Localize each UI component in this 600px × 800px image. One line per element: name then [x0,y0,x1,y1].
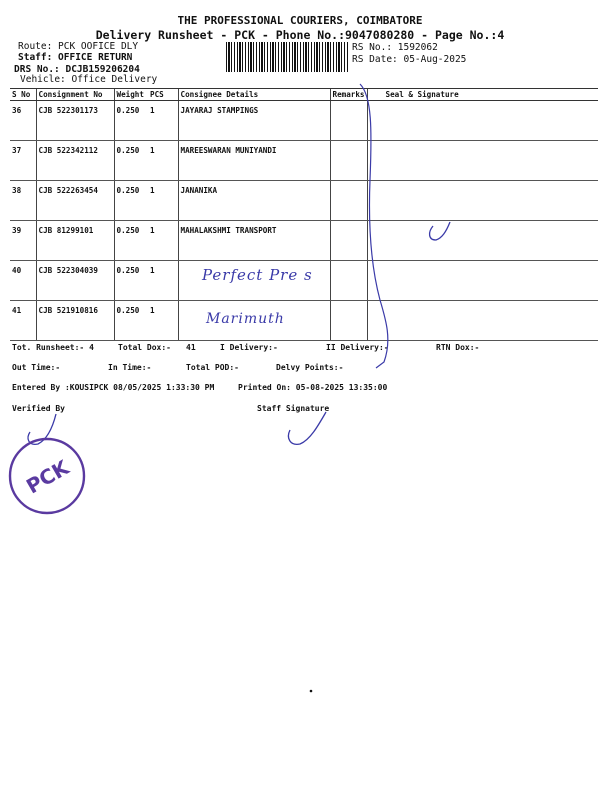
row-weight: 0.250 [114,221,148,261]
drs-number: DRS No.: DCJB159206204 [14,64,140,75]
staff-signature-mark [288,412,326,444]
verified-by-label: Verified By [12,404,65,413]
long-pen-stroke [360,84,388,368]
row-consignee: JAYARAJ STAMPINGS [178,101,330,141]
i-delivery: I Delivery:- [220,343,278,352]
row-weight: 0.250 [114,301,148,341]
row-consignee: MAHALAKSHMI TRANSPORT [178,221,330,261]
staff-signature-label: Staff Signature [257,404,330,413]
ii-delivery: II Delivery:- [326,343,389,352]
total-runsheet: Tot. Runsheet:- 4 [12,343,94,352]
handwritten-consignee-41: Marimuth [206,311,285,327]
row-sno: 38 [10,181,36,221]
company-title: THE PROFESSIONAL COURIERS, COIMBATORE [177,14,423,27]
row-weight: 0.250 [114,101,148,141]
staff: Staff: OFFICE RETURN [18,52,133,63]
in-time: In Time:- [108,363,152,372]
rtn-dox: RTN Dox:- [436,343,480,352]
route: Route: PCK OOFICE DLY [18,41,139,52]
row-consignee: JANANIKA [178,181,330,221]
row-pcs: 1 [148,101,178,141]
row-consignment: CJB 521910816 [36,301,114,341]
delvy-points: Delvy Points:- [276,363,344,372]
row-pcs: 1 [148,141,178,181]
total-pod: Total POD:- [186,363,239,372]
row-pcs: 1 [148,301,178,341]
row-pcs: 1 [148,221,178,261]
speck [310,690,313,693]
row-consignee: MAREESWARAN MUNIYANDI [178,141,330,181]
row-consignment: CJB 522301173 [36,101,114,141]
rs-number: RS No.: 1592062 [352,42,438,53]
row-sno: 36 [10,101,36,141]
out-time: Out Time:- [12,363,61,372]
col-remarks: Remarks [330,89,367,101]
tick-mark [430,222,450,240]
row-consignment: CJB 81299101 [36,221,114,261]
row-sno: 40 [10,261,36,301]
col-consignment: Consignment No [36,89,114,101]
row-pcs: 1 [148,261,178,301]
pck-stamp [10,439,84,513]
total-dox-value: 41 [186,343,196,352]
row-weight: 0.250 [114,261,148,301]
vehicle: Vehicle: Office Delivery [20,74,158,85]
col-consignee: Consignee Details [178,89,330,101]
stamp-text: PCK [22,455,73,499]
col-sno: S No [10,89,36,101]
row-sno: 37 [10,141,36,181]
row-consignment: CJB 522304039 [36,261,114,301]
handwritten-consignee-40: Perfect Pre s [202,266,313,284]
row-weight: 0.250 [114,141,148,181]
row-pcs: 1 [148,181,178,221]
printed-on: Printed On: 05-08-2025 13:35:00 [238,383,388,392]
row-sno: 39 [10,221,36,261]
row-sno: 41 [10,301,36,341]
entered-by: Entered By :KOUSIPCK 08/05/2025 1:33:30 PM [12,383,215,392]
row-consignment: CJB 522342112 [36,141,114,181]
col-weight: Weight [114,89,148,101]
col-pcs: PCS [148,89,178,101]
runsheet-subtitle: Delivery Runsheet - PCK - Phone No.:9047080280 - Page No.:4 [95,28,505,42]
total-dox-label: Total Dox:- [118,343,171,352]
row-consignment: CJB 522263454 [36,181,114,221]
col-seal: Seal & Signature [367,89,598,101]
rs-date: RS Date: 05-Aug-2025 [352,54,467,65]
row-weight: 0.250 [114,181,148,221]
